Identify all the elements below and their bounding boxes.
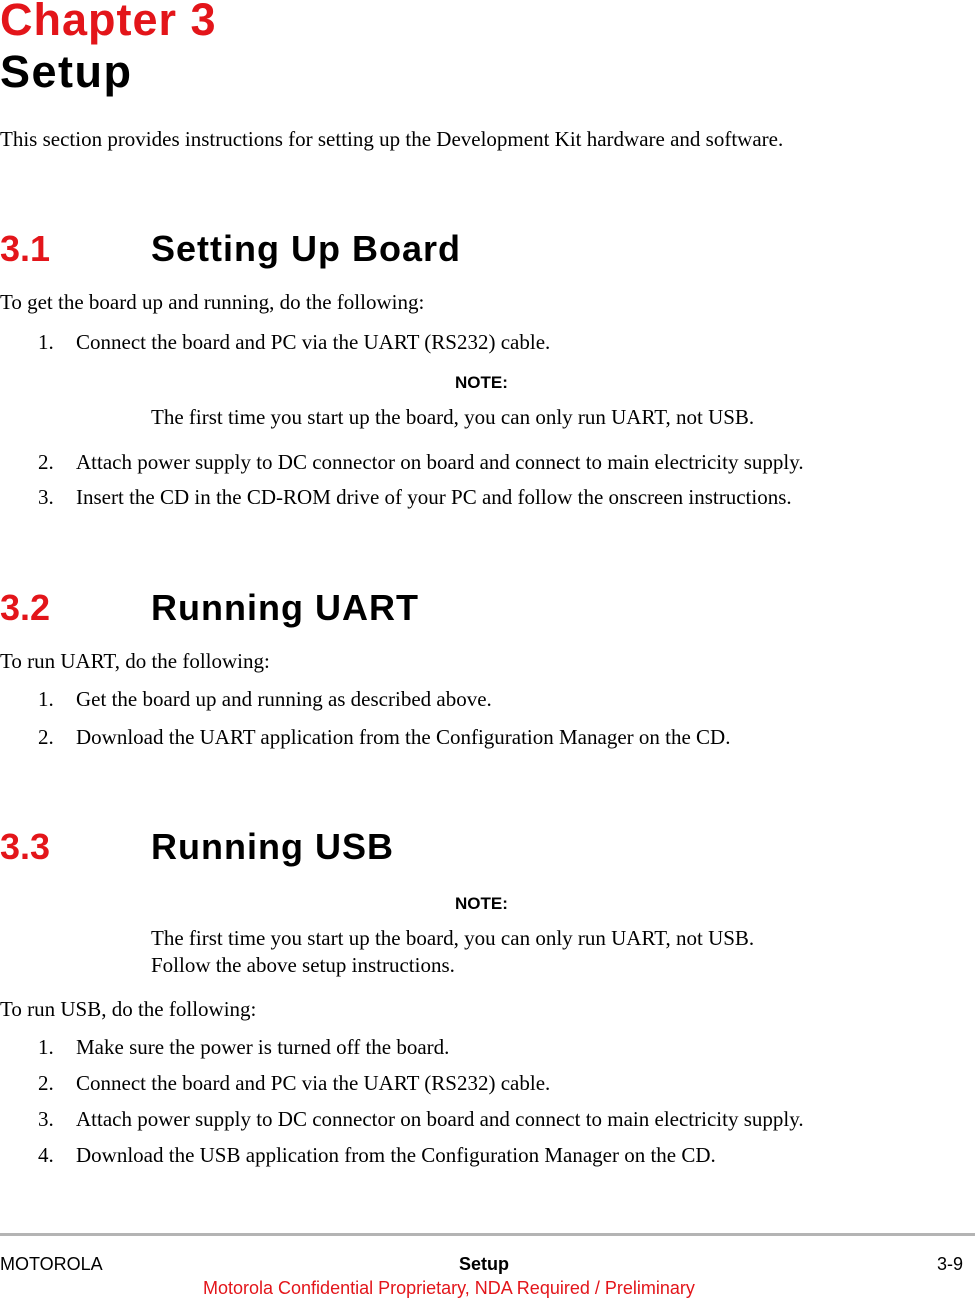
step-text: Connect the board and PC via the UART (RS232) cable. bbox=[76, 330, 551, 354]
step-text: Attach power supply to DC connector on board and connect to main electricity supply. bbox=[76, 1107, 804, 1131]
section-lead: To run UART, do the following: bbox=[0, 649, 270, 673]
step-number: 2. bbox=[38, 1071, 54, 1095]
section-lead: To run USB, do the following: bbox=[0, 997, 257, 1021]
step-number: 1. bbox=[38, 330, 54, 354]
step-number: 2. bbox=[38, 725, 54, 749]
step-number: 1. bbox=[38, 1035, 54, 1059]
step-number: 2. bbox=[38, 450, 54, 474]
footer-page-number: 3-9 bbox=[937, 1254, 964, 1274]
step-text: Insert the CD in the CD-ROM drive of your PC and follow the onscreen instructions. bbox=[76, 485, 792, 509]
note-label: NOTE: bbox=[455, 373, 508, 392]
step-text: Download the UART application from the Configuration Manager on the CD. bbox=[76, 725, 731, 749]
note-text: The first time you start up the board, you can only run UART, not USB. bbox=[151, 926, 755, 950]
chapter-intro: This section provides instructions for setting up the Development Kit hardware and software. bbox=[0, 127, 784, 151]
step-text: Get the board up and running as described above. bbox=[76, 687, 492, 711]
section-title: Setting Up Board bbox=[151, 228, 461, 269]
section-title: Running UART bbox=[151, 587, 419, 628]
step-text: Connect the board and PC via the UART (RS232) cable. bbox=[76, 1071, 551, 1095]
chapter-label: Chapter 3 bbox=[0, 0, 217, 45]
note-label: NOTE: bbox=[455, 894, 508, 913]
step-text: Make sure the power is turned off the board. bbox=[76, 1035, 450, 1059]
section-number: 3.1 bbox=[0, 228, 51, 269]
chapter-title: Setup bbox=[0, 46, 133, 97]
note-text: Follow the above setup instructions. bbox=[151, 953, 455, 977]
section-number: 3.2 bbox=[0, 587, 51, 628]
footer-company: MOTOROLA bbox=[0, 1254, 103, 1274]
footer-chapter-name: Setup bbox=[459, 1254, 510, 1274]
step-number: 4. bbox=[38, 1143, 54, 1167]
step-text: Download the USB application from the Configuration Manager on the CD. bbox=[76, 1143, 716, 1167]
step-number: 3. bbox=[38, 1107, 54, 1131]
note-text: The first time you start up the board, you can only run UART, not USB. bbox=[151, 405, 755, 429]
section-number: 3.3 bbox=[0, 826, 51, 867]
footer-confidential-notice: Motorola Confidential Proprietary, NDA Required / Preliminary bbox=[203, 1278, 695, 1298]
footer-divider bbox=[0, 1233, 975, 1236]
step-number: 1. bbox=[38, 687, 54, 711]
step-number: 3. bbox=[38, 485, 54, 509]
section-lead: To get the board up and running, do the following: bbox=[0, 290, 425, 314]
step-text: Attach power supply to DC connector on board and connect to main electricity supply. bbox=[76, 450, 804, 474]
section-title: Running USB bbox=[151, 826, 394, 867]
